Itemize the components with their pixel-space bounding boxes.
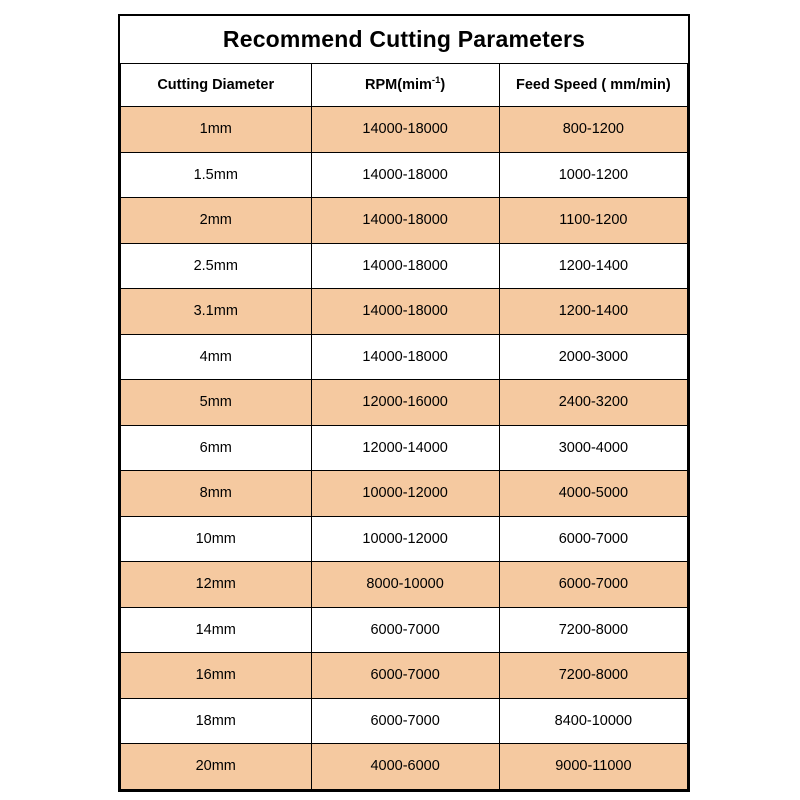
cell-cutting-diameter: 4mm bbox=[121, 334, 312, 380]
rpm-header-exponent: -1 bbox=[431, 75, 441, 87]
table-row bbox=[121, 289, 688, 335]
column-header-rpm bbox=[311, 64, 499, 107]
cell-cutting-diameter: 12mm bbox=[121, 562, 312, 608]
table-row bbox=[121, 653, 688, 699]
cell-cutting-diameter: 16mm bbox=[121, 653, 312, 699]
page-title: Recommend Cutting Parameters bbox=[121, 16, 688, 64]
table-row bbox=[121, 198, 688, 244]
cell-cutting-diameter: 14mm bbox=[121, 607, 312, 653]
cell-feed-speed: 6000-7000 bbox=[499, 562, 687, 608]
table-title-row bbox=[121, 16, 688, 64]
table-row bbox=[121, 607, 688, 653]
table-row bbox=[121, 471, 688, 517]
cell-rpm: 8000-10000 bbox=[311, 562, 499, 608]
cell-rpm: 6000-7000 bbox=[311, 653, 499, 699]
cell-feed-speed: 6000-7000 bbox=[499, 516, 687, 562]
table-row bbox=[121, 562, 688, 608]
cell-rpm: 14000-18000 bbox=[311, 152, 499, 198]
cell-feed-speed: 2400-3200 bbox=[499, 380, 687, 426]
table-row bbox=[121, 516, 688, 562]
cell-feed-speed: 4000-5000 bbox=[499, 471, 687, 517]
table-header-row bbox=[121, 64, 688, 107]
cell-cutting-diameter: 1mm bbox=[121, 107, 312, 153]
cell-rpm: 12000-14000 bbox=[311, 425, 499, 471]
cell-feed-speed: 7200-8000 bbox=[499, 653, 687, 699]
table-row bbox=[121, 380, 688, 426]
cell-cutting-diameter: 10mm bbox=[121, 516, 312, 562]
cell-cutting-diameter: 18mm bbox=[121, 698, 312, 744]
cell-feed-speed: 1200-1400 bbox=[499, 289, 687, 335]
cell-feed-speed: 7200-8000 bbox=[499, 607, 687, 653]
parameters-table-container bbox=[118, 14, 690, 792]
cell-cutting-diameter: 3.1mm bbox=[121, 289, 312, 335]
cell-feed-speed: 2000-3000 bbox=[499, 334, 687, 380]
parameters-table bbox=[120, 16, 688, 790]
cell-rpm: 10000-12000 bbox=[311, 516, 499, 562]
cell-feed-speed: 1200-1400 bbox=[499, 243, 687, 289]
cell-cutting-diameter: 1.5mm bbox=[121, 152, 312, 198]
table-body bbox=[121, 16, 688, 789]
cell-rpm: 14000-18000 bbox=[311, 107, 499, 153]
table-row bbox=[121, 334, 688, 380]
column-header-cutting-diameter: Cutting Diameter bbox=[121, 64, 312, 107]
table-row bbox=[121, 243, 688, 289]
cell-rpm: 6000-7000 bbox=[311, 698, 499, 744]
cell-rpm: 12000-16000 bbox=[311, 380, 499, 426]
rpm-header-suffix: ) bbox=[440, 77, 446, 93]
cell-rpm: 6000-7000 bbox=[311, 607, 499, 653]
cell-cutting-diameter: 6mm bbox=[121, 425, 312, 471]
cell-rpm: 14000-18000 bbox=[311, 289, 499, 335]
table-row bbox=[121, 425, 688, 471]
cell-rpm: 4000-6000 bbox=[311, 744, 499, 790]
rpm-header-prefix: RPM(mim bbox=[365, 77, 432, 93]
cell-cutting-diameter: 20mm bbox=[121, 744, 312, 790]
cell-cutting-diameter: 5mm bbox=[121, 380, 312, 426]
cell-feed-speed: 800-1200 bbox=[499, 107, 687, 153]
cell-cutting-diameter: 8mm bbox=[121, 471, 312, 517]
cell-cutting-diameter: 2.5mm bbox=[121, 243, 312, 289]
cell-feed-speed: 8400-10000 bbox=[499, 698, 687, 744]
cell-feed-speed: 1000-1200 bbox=[499, 152, 687, 198]
column-header-feed-speed: Feed Speed ( mm/min) bbox=[499, 64, 687, 107]
cell-rpm: 14000-18000 bbox=[311, 198, 499, 244]
table-row bbox=[121, 744, 688, 790]
cell-rpm: 14000-18000 bbox=[311, 243, 499, 289]
cell-rpm: 10000-12000 bbox=[311, 471, 499, 517]
table-row bbox=[121, 698, 688, 744]
cell-feed-speed: 3000-4000 bbox=[499, 425, 687, 471]
table-row bbox=[121, 152, 688, 198]
cell-feed-speed: 1100-1200 bbox=[499, 198, 687, 244]
cell-feed-speed: 9000-11000 bbox=[499, 744, 687, 790]
cell-cutting-diameter: 2mm bbox=[121, 198, 312, 244]
table-row bbox=[121, 107, 688, 153]
cell-rpm: 14000-18000 bbox=[311, 334, 499, 380]
